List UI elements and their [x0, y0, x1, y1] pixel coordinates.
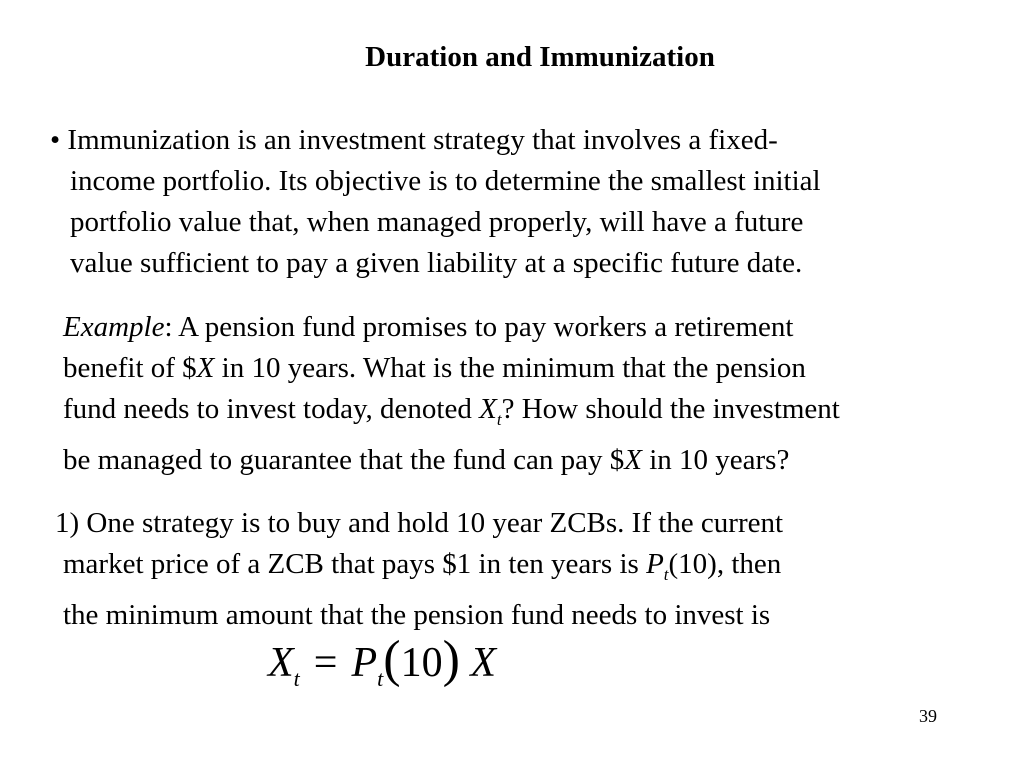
strategy-paragraph [55, 503, 1005, 636]
example-line-4: be managed to guarantee that the fund can pay $X in 10 years? [63, 443, 790, 476]
equation-p-sub: t [377, 666, 384, 691]
page-number: 39 [919, 706, 937, 726]
immunization-bullet [50, 120, 1000, 284]
strategy-line-1: 1) One strategy is to buy and hold 10 year ZCBs. If the current [55, 507, 784, 539]
equation [268, 630, 496, 709]
equation-equals: = [313, 640, 338, 686]
bullet-marker: • [50, 124, 61, 156]
equation-lhs-sub: t [293, 666, 300, 691]
slide-title: Duration and Immunization [365, 41, 715, 73]
example-label: Example [63, 311, 165, 343]
strategy-line-2: market price of a ZCB that pays $1 in ten years is $P_t(10)$, then [63, 548, 782, 584]
equation-close-paren: ) [442, 631, 460, 688]
example-paragraph [63, 307, 1013, 481]
equation-open-paren: ( [383, 631, 401, 688]
bullet-line-2: income portfolio. Its objective is to determine the smallest initial [70, 165, 821, 197]
example-line-2: benefit of $X in 10 years. What is the minimum that the pension [63, 352, 806, 384]
equation-arg: 10 [400, 640, 443, 686]
bullet-line-3: portfolio value that, when managed properly, will have a future [70, 206, 804, 238]
strategy-line-3: the minimum amount that the pension fund needs to invest is [63, 598, 771, 631]
equation-rhs-var: X [470, 640, 497, 686]
equation-lhs-var: X [268, 640, 294, 686]
bullet-line-1: Immunization is an investment strategy that involves a fixed- [67, 124, 778, 156]
equation-p-var: P [351, 640, 378, 686]
bullet-line-4: value sufficient to pay a given liability at a specific future date. [70, 247, 803, 279]
example-line-3: fund needs to invest today, denoted $X_t$? How should the investment [63, 393, 840, 429]
example-line-1: Example: A pension fund promises to pay workers a retirement [63, 311, 794, 343]
